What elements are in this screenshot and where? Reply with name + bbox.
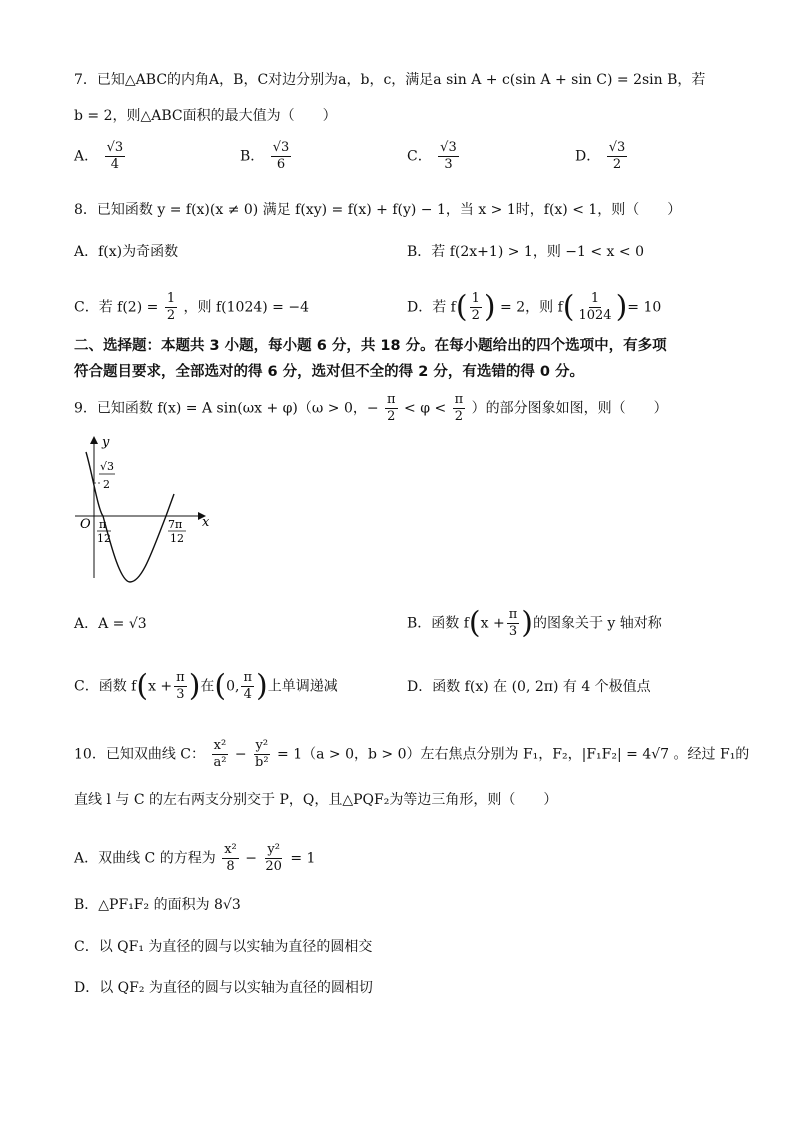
q7-stem-line1: 7．已知△ABC的内角A，B，C对边分别为a，b，c，满足a sin A + c(sin A + sin C) = 2sin B，若	[74, 72, 706, 88]
fraction: $\frac{1}{2}$	[166, 291, 176, 323]
section2-heading-line2: 符合题目要求，全部选对的得 6 分，选对但不全的得 2 分，有选错的得 0 分。	[74, 364, 585, 380]
y-axis-arrow	[90, 436, 98, 444]
option-label: A．	[74, 148, 99, 165]
tick-pi12-num: π	[99, 518, 107, 531]
section2-heading-line1: 二、选择题：本题共 3 小题，每小题 6 分，共 18 分。在每小题给出的四个选项中，有多项	[74, 338, 667, 354]
fraction: $\frac{1}{1024}$	[578, 291, 612, 323]
fraction: $\frac{1}{2}$	[471, 291, 480, 323]
fraction: $\frac{\text{x²}}{\text{a²}}$	[213, 738, 227, 770]
q7-stem-line2: b = 2，则△ABC面积的最大值为（ ）	[74, 108, 337, 124]
tick-pi12-den: 12	[97, 532, 111, 545]
fraction: $\frac{\pi}{2}$	[387, 392, 396, 424]
fraction: $\frac{√3}{3}$	[440, 140, 457, 172]
y-axis-label: y	[102, 435, 110, 450]
q9-sine-graph	[70, 432, 220, 592]
q9-stem: 9．已知函数 f(x) = A sin(ωx + φ)（ω > 0，− $\frac{\pi}{2}$ < φ < $\frac{\pi}{2}$ ）的部分图象如图，则（ ）	[74, 392, 668, 424]
q8-option-d: D．若 f( $\frac{1}{2}$ ) = 2，则 f( $\frac{1}{1024}$ )= 10	[407, 289, 662, 325]
fraction: $\frac{\text{y²}}{20}$	[265, 842, 282, 874]
q7-option-c	[407, 140, 461, 173]
option-label: C．	[407, 148, 432, 165]
tick-7pi12-num: 7π	[168, 518, 183, 531]
q10-option-a: A．双曲线 C 的方程为 $\frac{\text{x²}}{8}$ − $\frac{\text{y²}}{20}$ = 1	[74, 842, 316, 874]
tick-7pi12-den: 12	[170, 532, 184, 545]
fraction: $\frac{\pi}{3}$	[176, 670, 185, 702]
fraction: $\frac{\text{y²}}{\text{b²}}$	[255, 738, 269, 770]
q10-option-b: B．△PF₁F₂ 的面积为 8√3	[74, 897, 241, 913]
q9-option-a: A．A = √3	[74, 616, 147, 632]
q8-stem: 8．已知函数 y = f(x)(x ≠ 0) 满足 f(xy) = f(x) + f(y) − 1，当 x > 1时，f(x) < 1，则（ ）	[74, 202, 682, 218]
q9-option-b: B．函数 f(x + $\frac{\pi}{3}$ )的图象关于 y 轴对称	[407, 605, 662, 641]
fraction: $\frac{\pi}{4}$	[243, 670, 253, 702]
option-label: B．	[240, 148, 265, 165]
x-axis-label: x	[202, 515, 210, 530]
fraction: $\frac{√3}{6}$	[272, 140, 290, 172]
q7-option-a	[74, 140, 127, 173]
fraction: $\frac{\text{x²}}{8}$	[224, 842, 237, 874]
fraction: $\frac{√3}{4}$	[106, 140, 124, 172]
origin-label: O	[80, 517, 91, 532]
q10-stem-line1: 10．已知双曲线 C： $\frac{\text{x²}}{\text{a²}}$ − $\frac{\text{y²}}{\text{b²}}$ = 1（a > 0，b > 0）左右焦点分别为 F₁，F₂，|F₁F₂| = 4√7 。经过 F₁的	[74, 738, 750, 770]
q8-option-b: B．若 f(2x+1) > 1，则 −1 < x < 0	[407, 244, 644, 260]
q10-option-c: C．以 QF₁ 为直径的圆与以实轴为直径的圆相交	[74, 939, 373, 955]
fraction: $\frac{\pi}{2}$	[454, 392, 464, 424]
fraction: $\frac{√3}{2}$	[608, 140, 626, 172]
q8-option-a: A．f(x)为奇函数	[74, 244, 179, 260]
fraction: $\frac{\pi}{3}$	[508, 607, 518, 639]
y-intercept-den: 2	[103, 478, 110, 491]
option-label: D．	[575, 148, 601, 165]
q10-option-d: D．以 QF₂ 为直径的圆与以实轴为直径的圆相切	[74, 980, 373, 996]
q7-option-d	[575, 140, 629, 173]
q9-option-c: C．函数 f(x + $\frac{\pi}{3}$ )在(0, $\frac{\pi}{4}$ )上单调递减	[74, 668, 338, 704]
q7-option-b	[240, 140, 293, 173]
q8-option-c: C．若 f(2) = $\frac{1}{2}$ ，则 f(1024) = −4	[74, 291, 309, 323]
q10-stem-line2: 直线 l 与 C 的左右两支分别交于 P，Q，且△PQF₂为等边三角形，则（ ）	[74, 792, 558, 808]
y-intercept-num: √3	[100, 460, 115, 473]
q9-option-d: D．函数 f(x) 在 (0, 2π) 有 4 个极值点	[407, 679, 651, 695]
